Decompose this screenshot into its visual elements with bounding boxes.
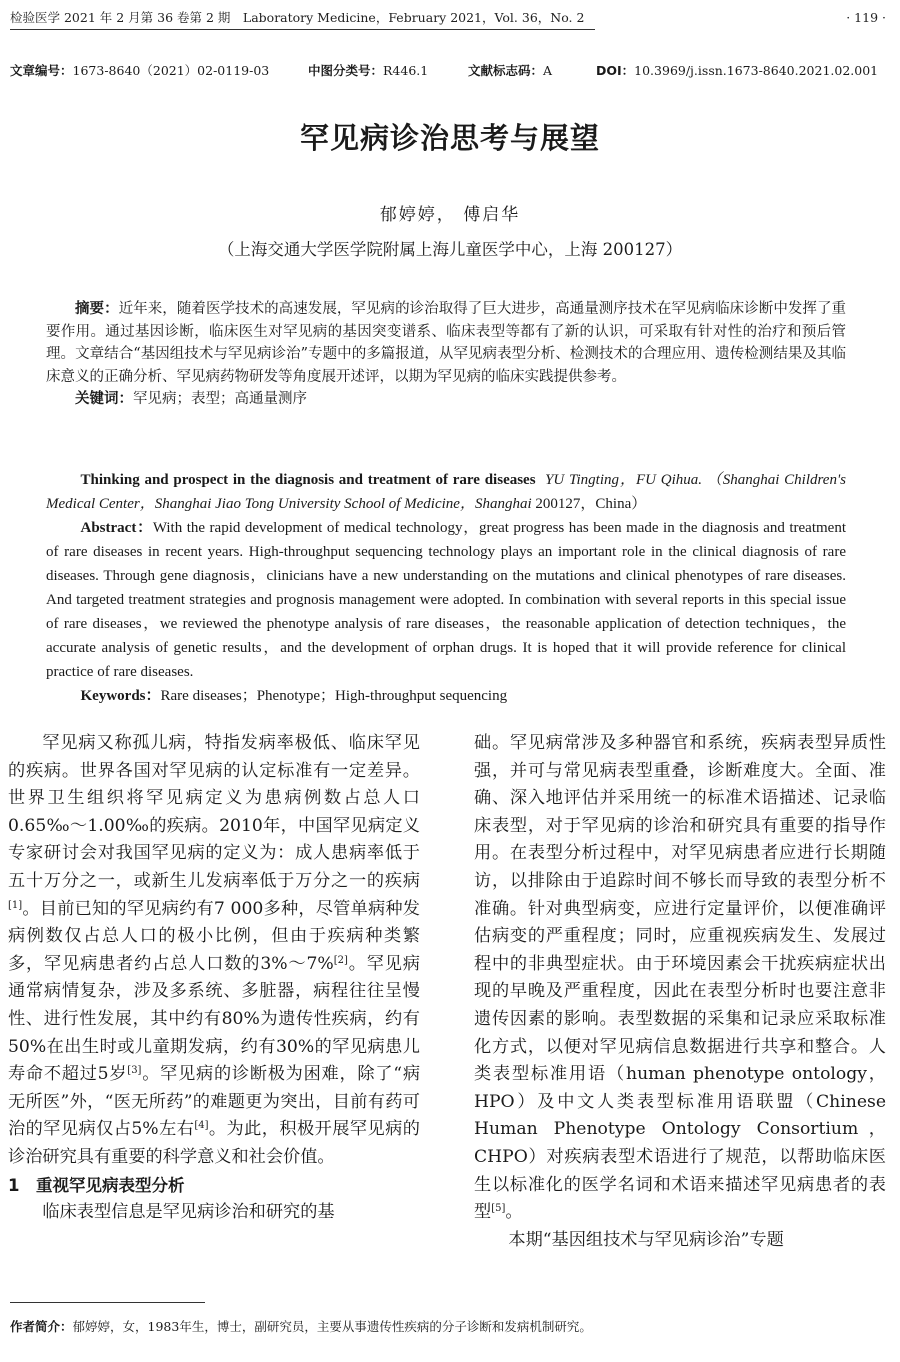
doi: DOI：10.3969/j.issn.1673-8640.2021.02.001 [596,63,879,78]
affiliation: （上海交通大学医学院附属上海儿童医学中心，上海 200127） [217,240,683,259]
body-paragraph: 罕见病又称孤儿病，特指发病率极低、临床罕见的疾病。世界各国对罕见病的认定标准有一定差异。世界卫生组织将罕见病定义为患病例数占总人口0.65‰～1.00‰的疾病。2010年，中国罕见病定义专家研讨会对我国罕见病的定义为：成人患病率低于五十万分之一，或新生儿发病率低于万分之一的疾病[1]。目前已知的罕见病约有7 000多种，尽管单病种发病例数仅占总人口的极小比例，但由于疾病种类繁多，罕见病患者约占总人口数的3%～7%[2]。罕见病通常病情复杂，涉及多系统、多脏器，病程往往呈慢性、进行性发展，其中约有80%为遗传性疾病，约有50%在出生时或儿童期发病，约有30%的罕见病患儿寿命不超过5岁[3]。罕见病的诊断极为困难，除了“病无所医”外，“医无所药”的难题更为突出，目前有药可治的罕见病仅占5%左右[4]。为此，积极开展罕见病的诊治研究具有重要的科学意义和社会价值。 [8,733,421,1167]
citation-ref: [4] [194,1120,209,1132]
citation-ref: [1] [8,899,23,911]
english-abstract [46,468,846,708]
article-meta [10,62,890,82]
document-code: 文献标志码：A [468,63,553,78]
citation-ref: [2] [333,954,348,966]
en-authors: YU Tingting，FU Qihua. [545,472,702,488]
page-number: · 119 · [846,10,886,25]
chinese-abstract [46,298,846,411]
running-head [10,8,890,30]
header-rule [10,29,595,30]
en-affiliation: （Shanghai Children's Medical Center，Shanghai Jiao Tong University School of Medicine，Shanghai [46,472,846,512]
cn-abstract-text: 摘要：近年来，随着医学技术的高速发展，罕见病的诊治取得了巨大进步，高通量测序技术在罕见病临床诊断中发挥了重要作用。通过基因诊断，临床医生对罕见病的基因突变谱系、临床表型等都有了新的认识，可采取有针对性的治疗和预后管理。文章结合“基因组技术与罕见病诊治”专题中的多篇报道，从罕见病表型分析、检测技术的合理应用、遗传检测结果及其临床意义的正确分析、罕见病药物研发等角度展开述评，以期为罕见病的临床实践提供参考。 [46,301,847,385]
section-title: 重视罕见病表型分析 [36,1175,185,1195]
cn-keywords: 关键词：罕见病；表型；高通量测序 [75,391,307,407]
body-paragraph: 础。罕见病常涉及多种器官和系统，疾病表型异质性强，并可与常见病表型重叠，诊断难度大。全面、准确、深入地评估并采用统一的标准术语描述、记录临床表型，对于罕见病的诊治和研究具有重要的指导作用。在表型分析过程中，对罕见病患者应进行长期随访，以排除由于追踪时间不够长而导致的表型分析不准确。针对典型病变，应进行定量评价，以便准确评估病变的严重程度；同时，应重视疾病发生、发展过程中的非典型症状。由于环境因素会干扰疾病症状出现的早晚及严重程度，因此在表型分析时也要注意非遗传因素的影响。表型数据的采集和记录应采取标准化方式，以便对罕见病信息数据进行共享和整合。人类表型标准用语（human phenotype ontology，HPO）及中文人类表型标准用语联盟（Chinese Human Phenotype Ontology Consortium，CHPO）对疾病表型术语进行了规范，以帮助临床医生以标准化的医学名词和术语来描述罕见病患者的表型[5]。 [474,733,886,1223]
en-abstract-label: Abstract： [80,520,153,536]
citation-ref: [3] [127,1065,142,1077]
authors: 郁婷婷， 傅启华 [379,205,521,225]
citation-ref: [5] [491,1203,506,1215]
author-footnote: 作者简介：郁婷婷，女，1983年生，博士，副研究员，主要从事遗传性疾病的分子诊断和发病机制研究。 [10,1319,592,1334]
article-title: 罕见病诊治思考与展望 [299,121,600,155]
cn-abstract-label: 摘要： [75,301,119,317]
body-column-right [474,730,886,1254]
body-column-left [8,730,420,1227]
footnote-rule [10,1302,205,1303]
en-keywords-label: Keywords： [80,688,161,704]
clc-number: 中图分类号：R446.1 [308,63,429,78]
section-number: 1 [8,1175,20,1195]
en-title: Thinking and prospect in the diagnosis and treatment of rare diseases [80,472,536,488]
journal-issue-line: 检验医学 2021 年 2 月第 36 卷第 2 期 Laboratory Medicine，February 2021，Vol. 36，No. 2 [10,10,585,25]
body-paragraph: 临床表型信息是罕见病诊治和研究的基 [42,1202,335,1223]
en-abstract-text: Abstract：With the rapid development of medical technology，great progress has been made in the diagnosis and treatment of rare diseases in recent years. High-throughput sequencing technology plays an important role in the clinical diagnosis of rare diseases. Through gene diagnosis，clinicians have a new understanding on the mutations and clinical phenotypes of rare diseases. And targeted treatment strategies and prognosis management were adopted. In combination with several reports in this special issue of rare diseases，we reviewed the phenotype analysis of rare diseases，the reasonable application of detection techniques，the accurate analysis of genetic results，and the development of orphan drugs. It is hoped that it will provide reference for clinical practice of rare diseases. [46,520,846,680]
footnote-label: 作者简介： [10,1319,73,1334]
en-keywords: Keywords：Rare diseases；Phenotype；High-throughput sequencing [80,688,508,704]
section-heading [8,1172,420,1200]
body-paragraph: 本期“基因组技术与罕见病诊治”专题 [508,1229,784,1250]
en-title-line: Thinking and prospect in the diagnosis and treatment of rare diseases YU Tingting，FU Qihua. （Shanghai Children's Medical Center，Shanghai Jiao Tong University School of Medicine，Shanghai 200127，China） [46,472,846,512]
article-number: 文章编号：1673-8640（2021）02-0119-03 [10,63,270,78]
cn-keywords-label: 关键词： [75,391,133,407]
